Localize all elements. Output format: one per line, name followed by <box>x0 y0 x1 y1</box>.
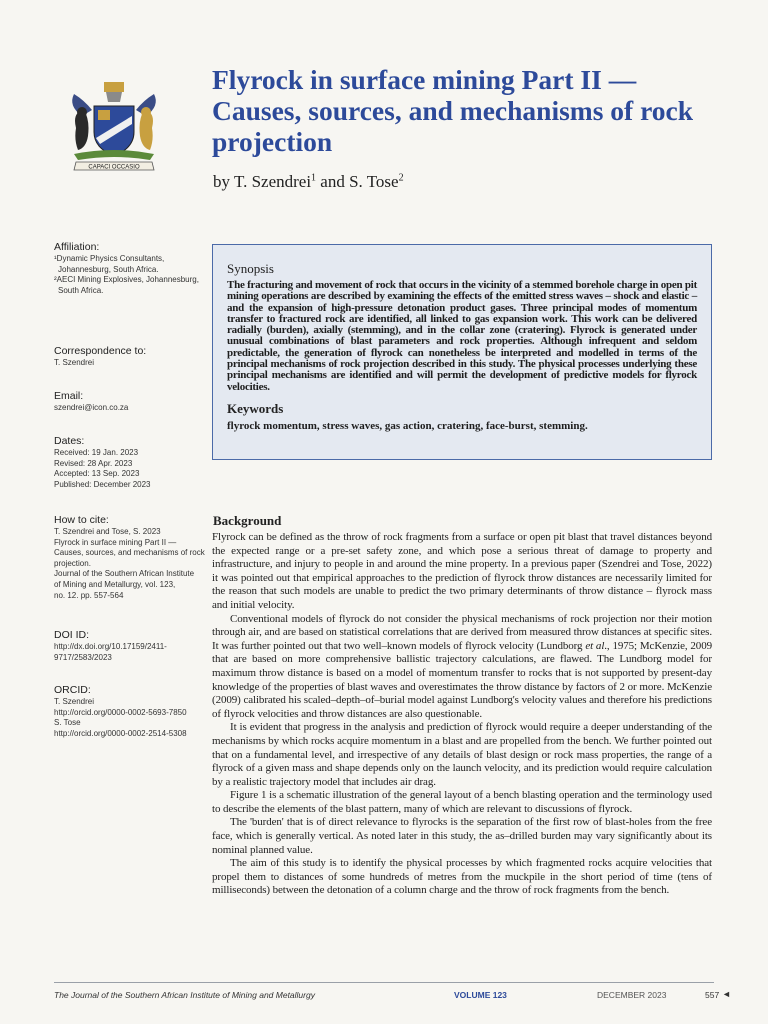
footer-page-number: 557 <box>705 990 720 1000</box>
cite-line: of Mining and Metallurgy, vol. 123, <box>54 579 176 589</box>
date-accepted: Accepted: 13 Sep. 2023 <box>54 469 140 479</box>
synopsis-text: The fracturing and movement of rock that occurs in the vicinity of a stemmed borehole charge in open pit mining operations are described by examining the effects of the emitted stress waves – shock and elastic – and the expansion of high-pressure detonation product gases. Three principal modes of momentum transfer to fractured rock are identified, all linked to gas expansion work. This work can be delivered radially (burden), axially (stemming), and in the collar zone (cratering). Flyrock is generated under unusual combinations of blast parameters and rock properties. Although infrequent and seldom predictable, the generation of flyrock can nonetheless be interpreted and modelled in terms of the principal mechanisms of rock projection described in this study. The physical processes underlying these principal mechanisms are identified and will permit the development of predictive models for flyrock velocities. <box>227 279 697 393</box>
keywords-text: flyrock momentum, stress waves, gas action, cratering, face-burst, stemming. <box>227 419 588 432</box>
affiliation-block <box>54 241 199 296</box>
email-link[interactable]: szendrei@icon.co.za <box>54 403 129 412</box>
background-heading: Background <box>213 513 282 528</box>
orcid-label: ORCID: <box>54 684 91 696</box>
correspondence-name: T. Szendrei <box>54 358 95 367</box>
institute-crest-logo <box>62 76 166 172</box>
cite-line: Journal of the Southern African Institute <box>54 569 195 579</box>
footer-volume: VOLUME 123 <box>454 990 507 1000</box>
doi-block <box>54 629 194 663</box>
orcid-link[interactable]: http://orcid.org/0000-0002-5693-7850 <box>54 707 187 717</box>
article-body <box>212 531 712 898</box>
page-arrow-icon: ◄ <box>722 989 731 999</box>
affiliation-line: Johannesburg, South Africa. <box>58 264 159 274</box>
et-al-italic: et al <box>585 639 605 652</box>
orcid-author-name: S. Tose <box>54 718 81 728</box>
orcid-link[interactable]: http://orcid.org/0000-0002-2514-5308 <box>54 728 187 738</box>
date-revised: Revised: 28 Apr. 2023 <box>54 458 133 468</box>
doi-link[interactable]: http://dx.doi.org/10.17159/2411- <box>54 642 167 651</box>
dates-block <box>54 435 194 490</box>
article-title: Flyrock in surface mining Part II — Causes, sources, and mechanisms of rock projection <box>212 64 694 157</box>
correspondence-block <box>54 345 194 369</box>
synopsis-heading: Synopsis <box>227 261 274 276</box>
body-paragraph: Flyrock can be defined as the throw of rock fragments from a surface or open pit blast that travel distances beyond the expected range or a pre-set safety zone, and which pose a serious threat of damage to property and infrastructure, and injury to people in and around the mine property. In a previous paper (Szendrei and Tose, 2022) it was pointed out that empirical approaches to the prediction of flyrock throw distances are necessarily limited for the reason that such models are unable to predict the two primary determinants of throw distance – flyrock mass and initial velocity. <box>212 531 712 611</box>
page-footer <box>54 990 736 1004</box>
cite-line: Causes, sources, and mechanisms of rock <box>54 548 205 558</box>
orcid-author-name: T. Szendrei <box>54 697 95 706</box>
crest-motto: CAPACI OCCASIO <box>88 164 140 171</box>
byline-mid: and S. Tose <box>316 172 399 191</box>
cite-line: Flyrock in surface mining Part II — <box>54 537 177 547</box>
footer-divider <box>54 982 714 983</box>
body-paragraph: It is evident that progress in the analysis and prediction of flyrock would require a deeper understanding of the mechanisms by which rocks acquire momentum in a blast and are propelled from the bench. We further pointed out that on a fundamental level, and irrespective of any details of blast design or rock mass properties, the range of a flyrock of a given mass and shape depends only on the launch velocity, and its prediction would require calculation by a realistic trajectory model that includes air drag. <box>212 721 712 788</box>
synopsis-box <box>212 244 712 460</box>
affiliation-line: ¹Dynamic Physics Consultants, <box>54 254 165 263</box>
body-paragraph <box>212 613 712 722</box>
cite-line: projection. <box>54 558 91 568</box>
date-received: Received: 19 Jan. 2023 <box>54 448 139 457</box>
cite-line: no. 12. pp. 557-564 <box>54 590 124 600</box>
affiliation-label: Affiliation: <box>54 241 100 253</box>
body-paragraph: Figure 1 is a schematic illustration of the general layout of a bench blasting operation and the terminology used to describe the elements of the blast pattern, many of which are relevant to discussions of flyrock. <box>212 789 712 815</box>
date-published: Published: December 2023 <box>54 479 151 489</box>
citation-block <box>54 514 205 601</box>
byline-prefix: by T. Szendrei <box>213 172 312 191</box>
cite-label: How to cite: <box>54 514 109 526</box>
author2-affil-mark: 2 <box>398 172 404 184</box>
cite-line: T. Szendrei and Tose, S. 2023 <box>54 527 161 536</box>
dates-label: Dates: <box>54 435 85 447</box>
email-label: Email: <box>54 390 84 402</box>
paragraph-text: ., 1975; McKenzie, 2009 that are based on more comprehensive ballistic trajectory calculations, are flawed. The Lundborg model for maximum throw distance is based on a model of momentum transfer to rocks that is not supported by present-day knowledge of the properties of blast waves and overestimates the throw distance by factors of 2 or more. McKenzie (2009) calibrated his scaled–depth–of–burial model against Lundborg's velocity values and therefore his predictions of flyrock velocities and throw distances are also questionable. <box>212 639 712 720</box>
paragraph-text: Conventional models of flyrock do not consider the physical mechanisms of rock projection nor their motion through air, and are based on statistical correlations that are derived from measured throw distances at specific sites. It was further pointed out that two well–known models of flyrock velocity (Lundborg <box>212 612 712 652</box>
doi-link[interactable]: 9717/2583/2023 <box>54 652 112 662</box>
orcid-block <box>54 684 194 739</box>
correspondence-label: Correspondence to: <box>54 345 147 357</box>
footer-journal-name: The Journal of the Southern African Institute of Mining and Metallurgy <box>54 990 315 1000</box>
affiliation-line: ²AECI Mining Explosives, Johannesburg, <box>54 275 199 285</box>
affiliation-line: South Africa. <box>58 285 104 295</box>
author-byline <box>213 172 404 192</box>
body-paragraph: The aim of this study is to identify the physical processes by which fragmented rocks acquire velocities that propel them to distances of some hundreds of metres from the muckpile in the short period of time (tens of milliseconds) between the detonation of a column charge and the throw of rock fragments from the bench. <box>212 857 712 897</box>
keywords-heading: Keywords <box>227 400 284 416</box>
body-paragraph: The 'burden' that is of direct relevance to flyrocks is the separation of the first row of blast-holes from the free face, which is generally vertical. As noted later in this study, the as–drilled burden may vary significantly about its nominal planned value. <box>212 816 712 856</box>
email-block <box>54 390 194 414</box>
doi-label: DOI ID: <box>54 629 90 641</box>
footer-date: DECEMBER 2023 <box>597 990 667 1000</box>
author1-affil-mark: 1 <box>311 172 317 184</box>
